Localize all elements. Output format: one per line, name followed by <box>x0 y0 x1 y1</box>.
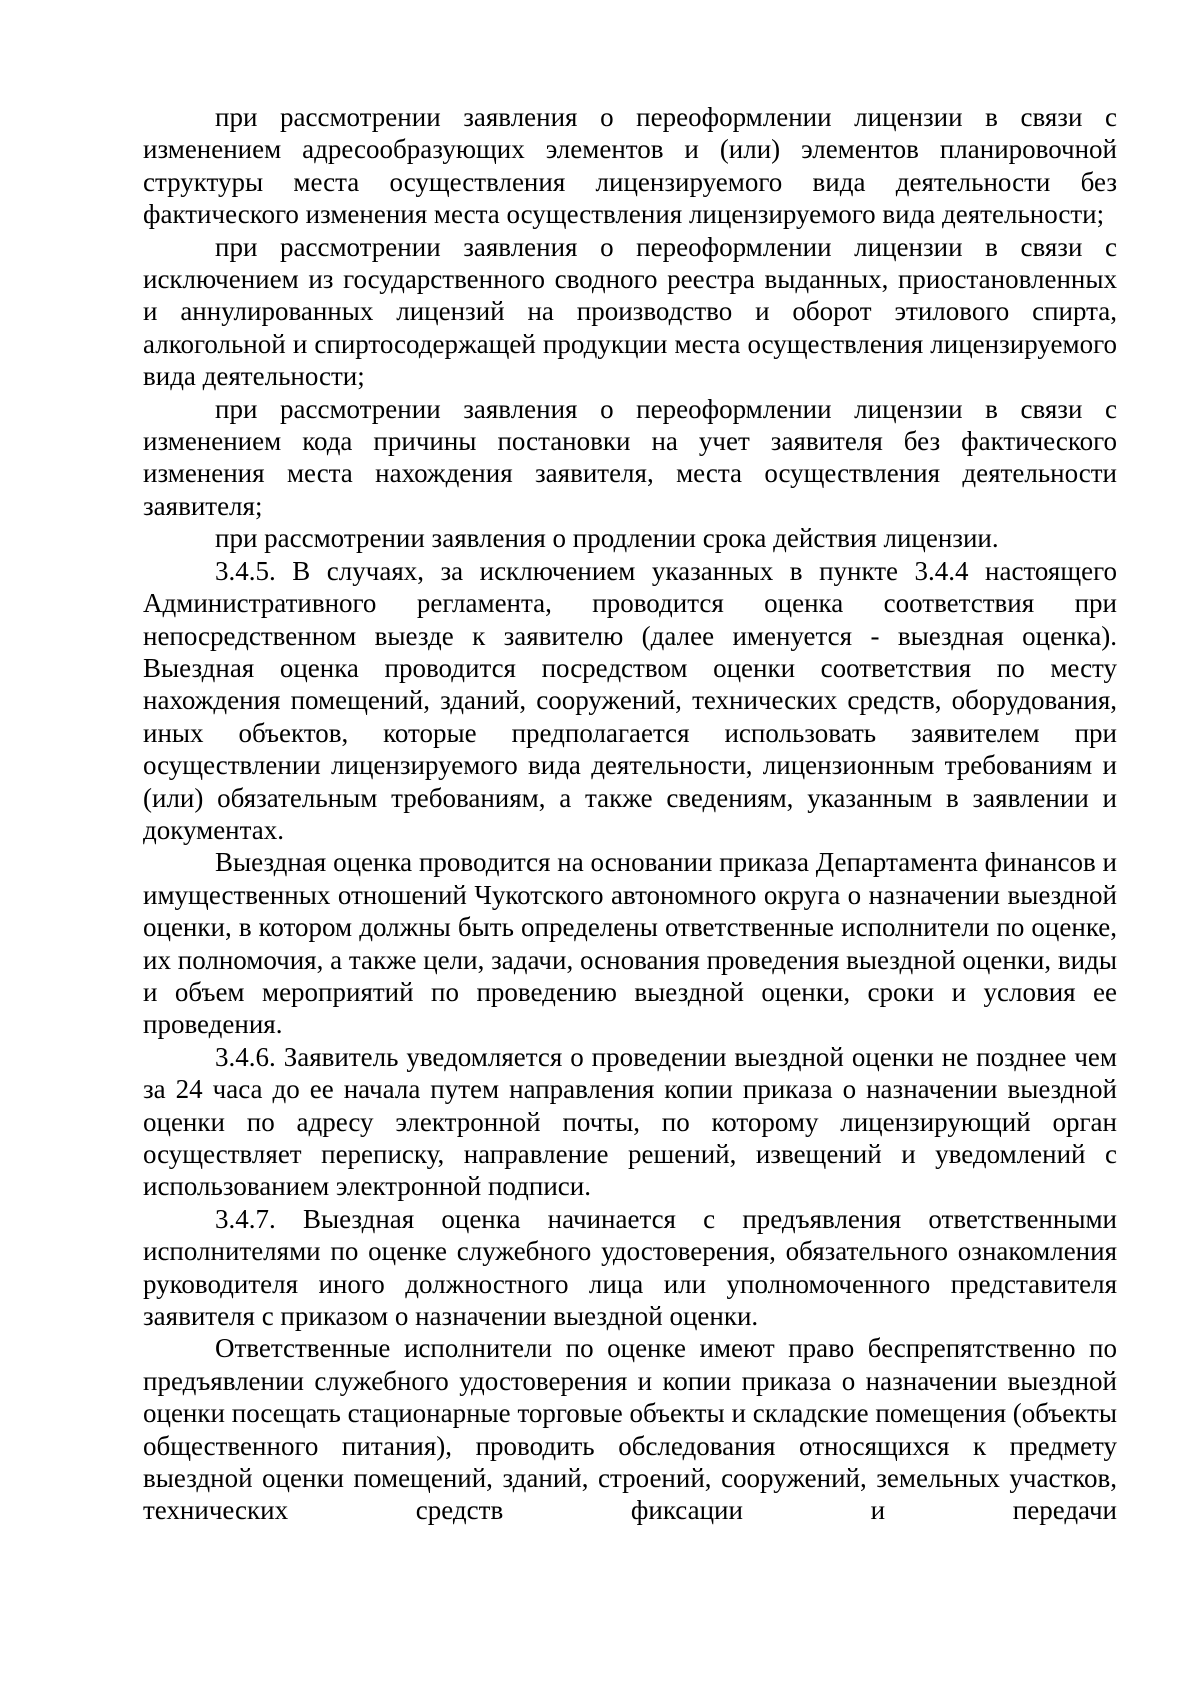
paragraph-order-basis: Выездная оценка проводится на основании приказа Департамента финансов и имущественных отношений Чукотского автономного округа о назначении выездной оценки, в котором должны быть определены ответственные исполнители по оценке, их полномочия, а также цели, задачи, основания проведения выездной оценки, виды и объем мероприятий по проведению выездной оценки, сроки и условия ее проведения. <box>143 847 1117 1040</box>
paragraph-3-4-6: 3.4.6. Заявитель уведомляется о проведении выездной оценки не позднее чем за 24 часа до ее начала путем направления копии приказа о назначении выездной оценки по адресу электронной почты, по которому лицензирующий орган осуществляет переписку, направление решений, извещений и уведомлений с использованием электронной подписи. <box>143 1041 1117 1202</box>
paragraph-registry-exclusion: при рассмотрении заявления о переоформлении лицензии в связи с исключением из государственного сводного реестра выданных, приостановленных и аннулированных лицензий на производство и оборот этилового спирта, алкогольной и спиртосодержащей продукции места осуществления лицензируемого вида деятельности; <box>143 231 1117 392</box>
paragraph-address-elements: при рассмотрении заявления о переоформлении лицензии в связи с изменением адресообразующих элементов и (или) элементов планировочной структуры места осуществления лицензируемого вида деятельности без фактического изменения места осуществления лицензируемого вида деятельности; <box>143 102 1117 230</box>
paragraph-3-4-5: 3.4.5. В случаях, за исключением указанных в пункте 3.4.4 настоящего Административного регламента, проводится оценка соответствия при непосредственном выезде к заявителю (далее именуется - выездная оценка). Выездная оценка проводится посредством оценки соответствия по месту нахождения помещений, зданий, сооружений, технических средств, оборудования, иных объектов, которые предполагается использовать заявителем при осуществлении лицензируемого вида деятельности, лицензионным требованиям и (или) обязательным требованиям, а также сведениям, указанным в заявлении и документах. <box>143 555 1117 845</box>
paragraph-license-extension: при рассмотрении заявления о продлении срока действия лицензии. <box>215 523 999 554</box>
paragraph-inspector-rights: Ответственные исполнители по оценке имеют право беспрепятственно по предъявлении служебного удостоверения и копии приказа о назначении выездной оценки посещать стационарные торговые объекты и складские помещения (объекты общественного питания), проводить обследования относящихся к предмету выездной оценки помещений, зданий, строений, сооружений, земельных участков, технических средств фиксации и передачи <box>143 1333 1117 1526</box>
paragraph-kpp-change: при рассмотрении заявления о переоформлении лицензии в связи с изменением кода причины постановки на учет заявителя без фактического изменения места нахождения заявителя, места осуществления деятельности заявителя; <box>143 393 1117 521</box>
document-page <box>143 101 1117 1527</box>
paragraph-3-4-7: 3.4.7. Выездная оценка начинается с предъявления ответственными исполнителями по оценке служебного удостоверения, обязательного ознакомления руководителя иного должностного лица или уполномоченного представителя заявителя с приказом о назначении выездной оценки. <box>143 1203 1117 1332</box>
